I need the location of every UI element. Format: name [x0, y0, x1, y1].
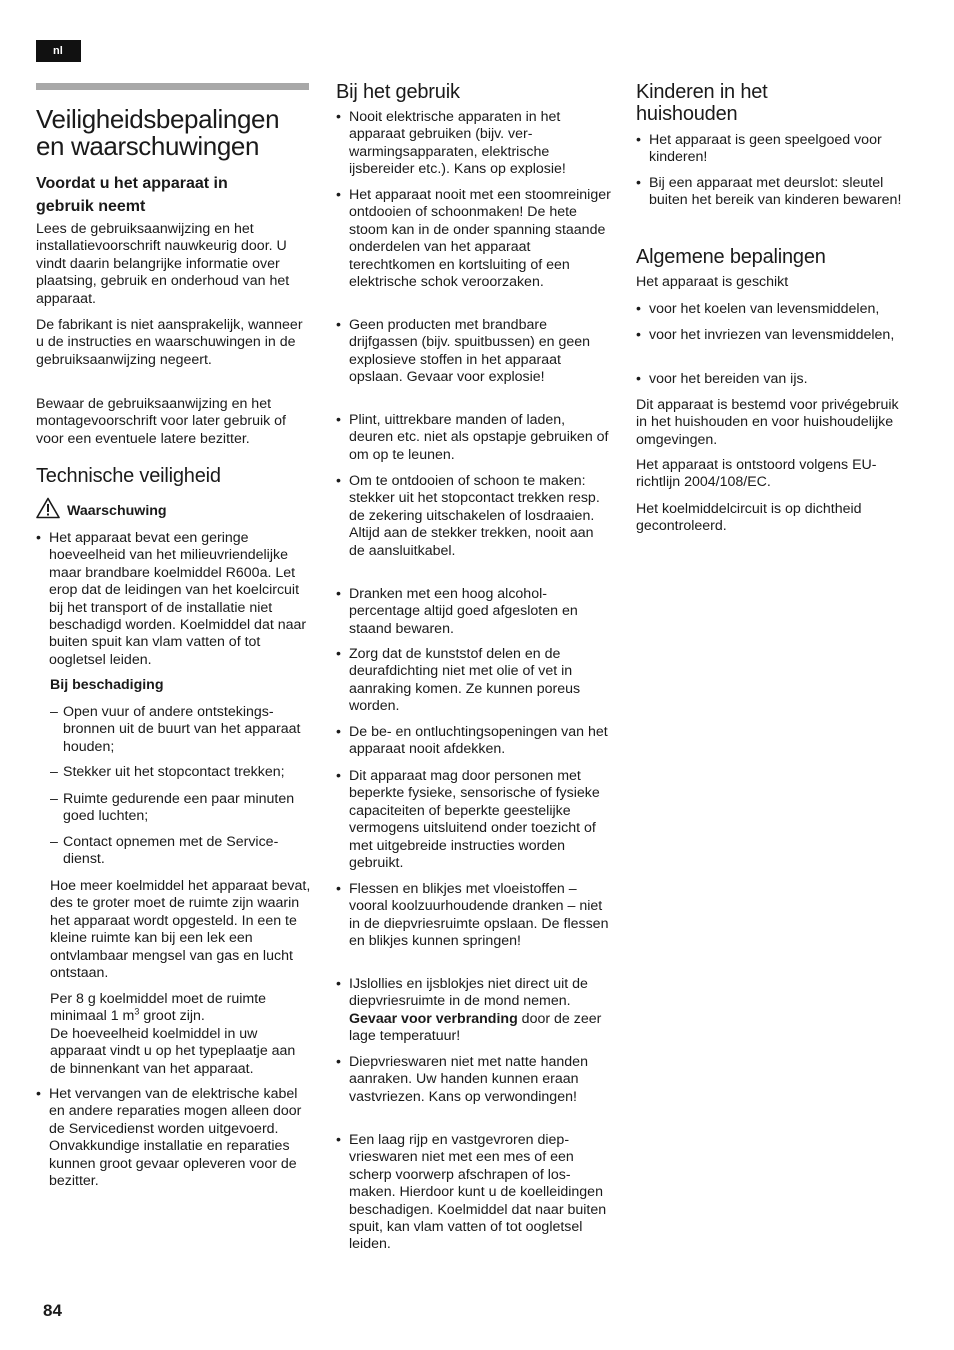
- bullet-door-lock-key: • Bij een apparaat met deurslot: sleutel buiten het bereik van kinderen bewaren!: [636, 175, 911, 210]
- room-volume-text: Per 8 g koelmiddel moet de ruimte minimaal 1 m: [50, 991, 267, 1025]
- before-use-heading-line-2: gebruik neemt: [36, 198, 146, 215]
- bullet-vents: • De be- en ontluchtingsopeningen van het apparaat nooit afdekken.: [336, 724, 611, 759]
- before-use-heading-line-1: Voordat u het apparaat in: [36, 175, 228, 192]
- paragraph-keep-manual: Bewaar de gebruiksaanwijzing en het montagevoorschrift voor later gebruik of voor een eventuele latere bezitter.: [36, 396, 286, 447]
- paragraph-leak-tested: Het koelmiddelcircuit is op dichtheid gecontroleerd.: [636, 501, 862, 535]
- bullet-unplug-defrost: [336, 473, 611, 560]
- bullet-persons-supervision: • Dit apparaat mag door personen met beperkte fysieke, sensorische of fysieke capaciteiten of beperkte geestelijke vermogens uitsluitend onder toezicht of met uitgebreide instructies worden gebruikt.: [336, 768, 611, 872]
- technical-safety-heading: Technische veiligheid: [36, 465, 221, 487]
- bullet-bottles-cans: • Flessen en blikjes met vloeistoffen – vooral koolzuurhoudende dranken – niet in de diepvriesruimte opslaan. De flessen en blikjes kunnen springen!: [336, 881, 611, 951]
- bullet-refrigerant: • Het apparaat bevat een geringe hoeveelheid van het milieuvriendelijke maar brandbare koelmiddel R600a. Let erop dat de leidingen van het koelcircuit bij het transport of de installatie niet beschadigd worden. Koelmiddel dat naar buiten spuit kan vlam vatten of tot oogletsel leiden.: [36, 530, 311, 669]
- paragraph-liability: De fabrikant is niet aansprakelijk, wanneer u de instructies en waarschuwingen in de gebruiksaanwijzing negeert.: [36, 317, 303, 368]
- paragraph-room-size: Hoe meer koelmiddel het apparaat bevat, des te groter moet de ruimte zijn waarin het apparaat wordt opgesteld. In een te kleine ruimte kan bij een lek een ontvlambaar mengsel van gas en lucht ontstaan.: [50, 878, 311, 982]
- children-heading: [636, 81, 916, 125]
- section-divider-bar: [36, 83, 309, 90]
- page-number: 84: [43, 1301, 62, 1320]
- bullet-alcohol: • Dranken met een hoog alcoholpercentage altijd goed afgesloten en staand bewaren.: [336, 586, 611, 638]
- bullet-not-a-toy: • Het apparaat is geen speelgoed voor kinderen!: [636, 132, 911, 167]
- bullet-frost-scraping: • Een laag rijp en vastgevroren diepvrieswaren niet met een mes of een scherp voorwerp afschrapen of losmaken. Hierdoor kunt u de koelleidingen beschadigen. Koelmiddel dat naar buiten spuit, kan vlam vatten of tot oogletsel leiden.: [336, 1132, 611, 1254]
- damage-label: Bij beschadiging: [50, 677, 164, 693]
- general-provisions-heading: Algemene bepalingen: [636, 246, 826, 268]
- children-heading-line-1: Kinderen in het: [636, 81, 768, 103]
- dash-item-contact-service: – Contact opnemen met de Servicedienst.: [50, 834, 311, 869]
- bullet-no-step: • Plint, uittrekbare manden of laden, deuren etc. niet als opstapje gebruiken of om op te leunen.: [336, 412, 611, 464]
- dash-item-open-fire: – Open vuur of andere ontstekingsbronnen uit de buurt van het apparaat houden;: [50, 704, 311, 756]
- bullet-freezing-food: • voor het invriezen van levensmiddelen,: [636, 327, 911, 344]
- paragraph-private-use: Dit apparaat is bestemd voor privégebruik in het huishouden en voor huishoudelijke omgevingen.: [636, 397, 899, 448]
- burn-hazard-text: Gevaar voor verbranding: [349, 1010, 518, 1027]
- bullet-making-ice: • voor het bereiden van ijs.: [636, 371, 911, 388]
- bullet-wet-hands: • Diepvrieswaren niet met natte handen aanraken. Uw handen kunnen eraan vastvriezen. Kans op verwondingen!: [336, 1054, 611, 1106]
- dash-item-unplug: – Stekker uit het stopcontact trekken;: [50, 764, 311, 781]
- dash-item-ventilate: – Ruimte gedurende een paar minuten goed luchten;: [50, 791, 311, 826]
- during-use-heading: Bij het gebruik: [336, 81, 460, 103]
- page-title: [36, 106, 326, 160]
- page-title-line-1: Veiligheidsbepalingen: [36, 104, 280, 134]
- paragraph-eu-directive: Het apparaat is ontstoord volgens EU-richtlijn 2004/108/EC.: [636, 457, 877, 491]
- page-title-line-2: en waarschuwingen: [36, 131, 260, 161]
- bullet-repairs: • Het vervangen van de elektrische kabel en andere reparaties mogen alleen door de Servicedienst worden uitgevoerd. Onvakkundige installatie en reparaties kunnen groot gevaar opleveren voor de bezitter.: [36, 1086, 311, 1190]
- type-plate-text: De hoeveelheid koelmiddel in uw apparaat vindt u op het typeplaatje aan de binnenkant van het apparaat.: [50, 1025, 296, 1077]
- paragraph-suitable-for: Het apparaat is geschikt: [636, 274, 789, 290]
- bullet-cooling-food: • voor het koelen van levensmiddelen,: [636, 301, 911, 318]
- warning-triangle-icon: [36, 497, 60, 519]
- bullet-no-flammable-products: • Geen producten met brandbare drijfgassen (bijv. spuitbussen) en geen explosieve stoffen in het apparaat opslaan. Gevaar voor explosie!: [336, 317, 611, 387]
- cubic-superscript: 3: [134, 1006, 140, 1017]
- paragraph-read-manual: Lees de gebruiksaanwijzing en het installatievoorschrift nauwkeurig door. U vindt daarin belangrijke informatie over plaatsing, gebruik en onderhoud van het apparaat.: [36, 221, 290, 307]
- bullet-no-steam-cleaner: • Het apparaat nooit met een stoomreiniger ontdooien of schoonmaken! De hete stoom kan in de onder spanning staande onderdelen van het apparaat terechtkomen en kortsluiting of een elektrische schok veroorzaken.: [336, 187, 611, 291]
- bullet-ice-lollies: [336, 976, 611, 1046]
- room-volume-text-end: groot zijn.: [139, 1008, 205, 1025]
- bullet-no-electric-devices: • Nooit elektrische apparaten in het apparaat gebruiken (bijv. verwarmingsapparaten, elektrische ijsbereider etc.). Kans op explosie!: [336, 109, 611, 179]
- before-use-heading: [36, 172, 316, 218]
- language-tag: nl: [36, 40, 81, 62]
- unplug-defrost-text: Om te ontdooien of schoon te maken: stekker uit het stopcontact trekken resp. de zekering uitschakelen of losdraaien.: [349, 473, 600, 524]
- pull-plug-text: Altijd aan de stekker trekken, nooit aan de aansluitkabel.: [349, 525, 594, 559]
- warning-label: Waarschuwing: [67, 503, 167, 519]
- bullet-plastic-parts: • Zorg dat de kunststof delen en de deurafdichting niet met olie of vet in aanraking komen. Ze kunnen poreus worden.: [336, 646, 611, 716]
- low-temperature-text: door de zeer lage temperatuur!: [349, 1010, 602, 1045]
- paragraph-refrigerant-amount: [50, 991, 311, 1078]
- children-heading-line-2: huishouden: [636, 103, 738, 125]
- ice-lollies-text: IJslollies en ijsblokjes niet direct uit de diepvriesruimte in de mond nemen.: [349, 976, 588, 1010]
